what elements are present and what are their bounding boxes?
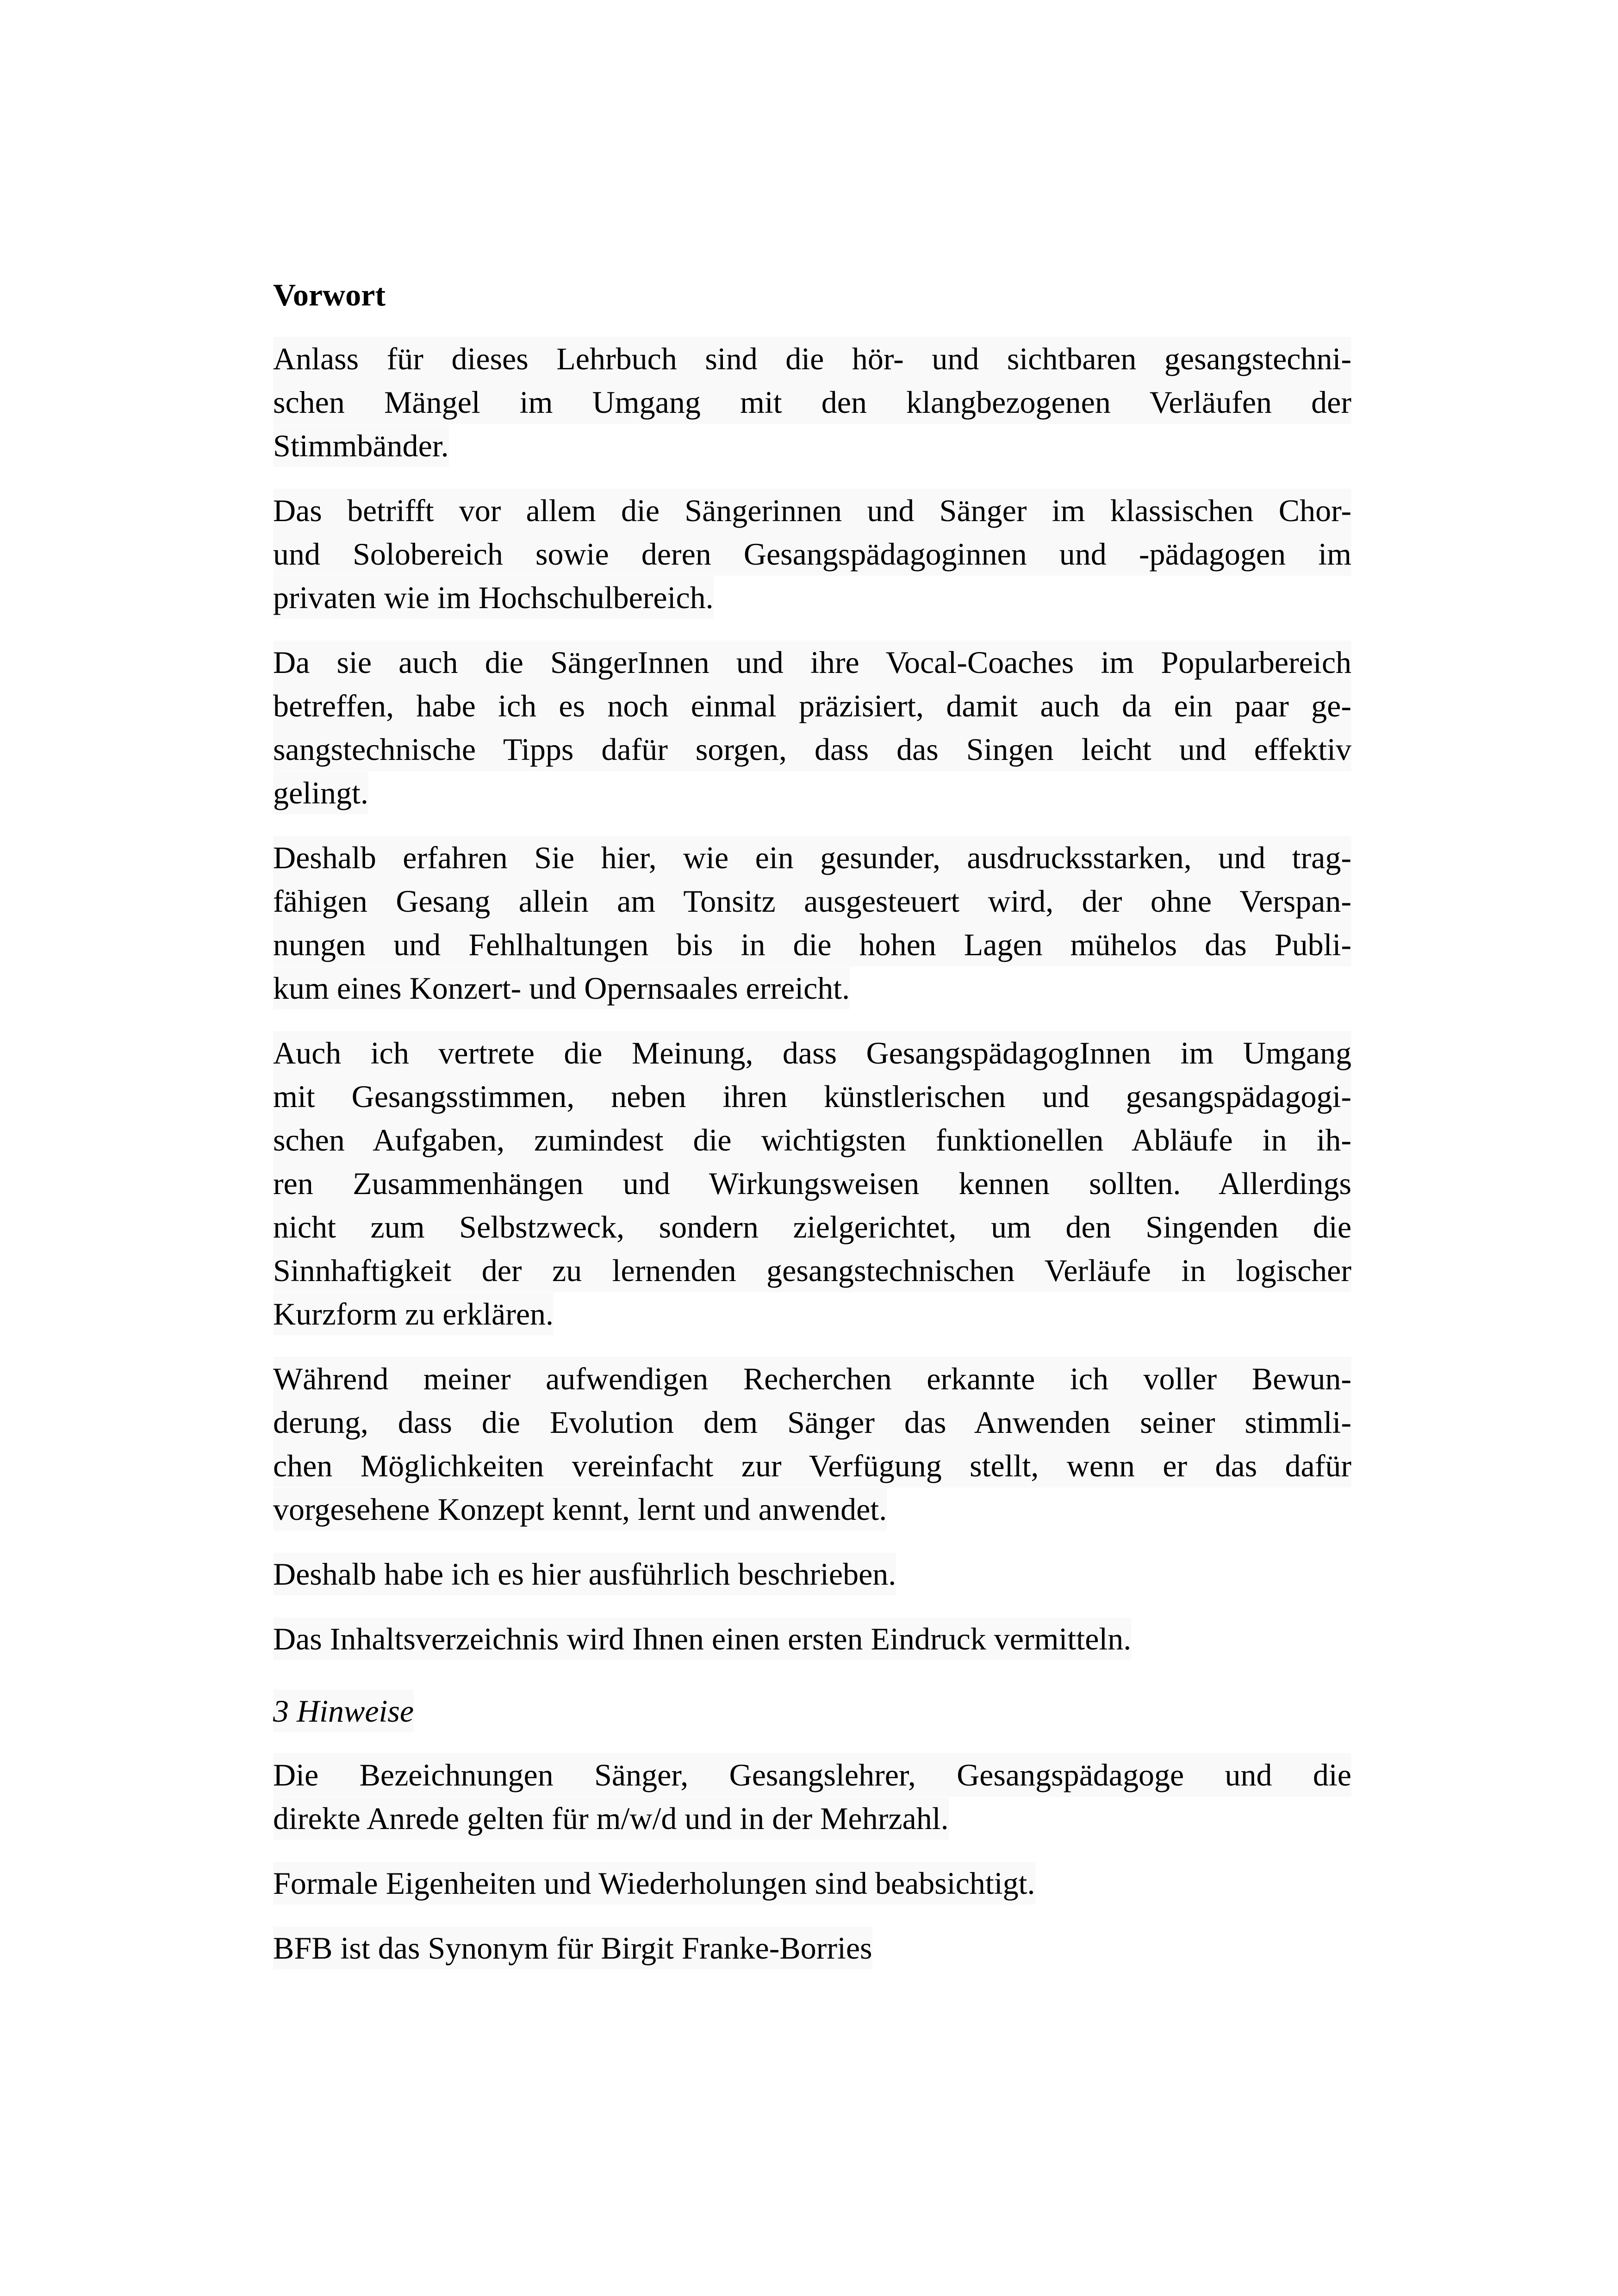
text-line: [273, 771, 1351, 815]
text-line-content: direkte Anrede gelten für m/w/d und in der Mehrzahl.: [273, 1797, 949, 1840]
text-line: [273, 728, 1351, 771]
text-line: [273, 1075, 1351, 1118]
text-line-content: derung, dass die Evolution dem Sänger das Anwenden seiner stimmli-: [273, 1401, 1351, 1444]
text-line-content: sangstechnische Tipps dafür sorgen, dass das Singen leicht und effektiv: [273, 728, 1351, 771]
text-line-content: mit Gesangsstimmen, neben ihren künstlerischen und gesangspädagogi-: [273, 1075, 1351, 1118]
page-content: [273, 273, 1351, 1991]
text-line: [273, 641, 1351, 684]
text-line-content: gelingt.: [273, 772, 368, 814]
text-line: [273, 1926, 1351, 1970]
text-line-content: Während meiner aufwendigen Recherchen erkannte ich voller Bewun-: [273, 1357, 1351, 1400]
text-line: [273, 966, 1351, 1010]
subheading-hinweise: [273, 1689, 1351, 1733]
text-line: [273, 1753, 1351, 1797]
text-line: [273, 576, 1351, 619]
text-line-content: Sinnhaftigkeit der zu lernenden gesangstechnischen Verläufe in logischer: [273, 1249, 1351, 1292]
text-line-content: chen Möglichkeiten vereinfacht zur Verfügung stellt, wenn er das dafür: [273, 1444, 1351, 1487]
text-line: [273, 1400, 1351, 1444]
text-line-content: nungen und Fehlhaltungen bis in die hohen Lagen mühelos das Publi-: [273, 923, 1351, 966]
text-line: [273, 836, 1351, 879]
text-line-content: vorgesehene Konzept kennt, lernt und anwendet.: [273, 1488, 887, 1531]
note-paragraph: [273, 1861, 1351, 1905]
body-paragraphs: [273, 337, 1351, 1661]
text-line: [273, 1162, 1351, 1205]
text-line: [273, 1617, 1351, 1661]
text-line-content: Deshalb habe ich es hier ausführlich beschrieben.: [273, 1553, 896, 1595]
text-line: [273, 380, 1351, 424]
body-paragraph: [273, 836, 1351, 1010]
text-line-content: Kurzform zu erklären.: [273, 1293, 554, 1335]
text-line: [273, 684, 1351, 728]
body-paragraph: [273, 1031, 1351, 1336]
text-line-content: schen Aufgaben, zumindest die wichtigsten funktionellen Abläufe in ih-: [273, 1119, 1351, 1161]
text-line-content: schen Mängel im Umgang mit den klangbezogenen Verläufen der: [273, 381, 1351, 423]
text-line: [273, 1031, 1351, 1075]
text-line: [273, 1861, 1351, 1905]
text-line-content: Auch ich vertrete die Meinung, dass GesangspädagogInnen im Umgang: [273, 1032, 1351, 1074]
text-line-content: Da sie auch die SängerInnen und ihre Vocal-Coaches im Popularbereich: [273, 641, 1351, 684]
text-line-content: Deshalb erfahren Sie hier, wie ein gesunder, ausdrucksstarken, und trag-: [273, 836, 1351, 879]
text-line-content: nicht zum Selbstzweck, sondern zielgerichtet, um den Singenden die: [273, 1206, 1351, 1248]
text-line: [273, 1205, 1351, 1249]
text-line-content: Die Bezeichnungen Sänger, Gesangslehrer, Gesangspädagoge und die: [273, 1754, 1351, 1796]
body-paragraph: [273, 1552, 1351, 1596]
text-line: [273, 1797, 1351, 1840]
text-line: [273, 1444, 1351, 1487]
text-line-content: ren Zusammenhängen und Wirkungsweisen kennen sollten. Allerdings: [273, 1162, 1351, 1205]
text-line: [273, 1552, 1351, 1596]
text-line: [273, 1292, 1351, 1336]
text-line: [273, 879, 1351, 923]
body-paragraph: [273, 1357, 1351, 1531]
text-line: [273, 923, 1351, 966]
text-line-content: privaten wie im Hochschulbereich.: [273, 576, 714, 619]
section-heading-vorwort: Vorwort: [273, 277, 386, 312]
text-line-content: Formale Eigenheiten und Wiederholungen sind beabsichtigt.: [273, 1862, 1035, 1904]
text-line: [273, 1118, 1351, 1162]
note-paragraph: [273, 1926, 1351, 1970]
body-paragraph: [273, 337, 1351, 467]
text-line-content: Das Inhaltsverzeichnis wird Ihnen einen ersten Eindruck vermitteln.: [273, 1618, 1131, 1660]
text-line-content: Anlass für dieses Lehrbuch sind die hör- und sichtbaren gesangstechni-: [273, 337, 1351, 380]
text-line: [273, 337, 1351, 380]
text-line-content: kum eines Konzert- und Opernsaales erreicht.: [273, 967, 850, 1009]
text-line: [273, 1487, 1351, 1531]
text-line: [273, 424, 1351, 467]
body-paragraph: [273, 641, 1351, 815]
text-line: [273, 532, 1351, 576]
note-paragraph: [273, 1753, 1351, 1840]
text-line: [273, 1357, 1351, 1400]
text-line-content: fähigen Gesang allein am Tonsitz ausgesteuert wird, der ohne Verspan-: [273, 880, 1351, 922]
text-line-content: Das betrifft vor allem die Sängerinnen und Sänger im klassischen Chor-: [273, 489, 1351, 532]
text-line: [273, 1249, 1351, 1292]
text-line-content: Stimmbänder.: [273, 424, 449, 467]
body-paragraph: [273, 489, 1351, 619]
subheading-text: 3 Hinweise: [273, 1690, 414, 1732]
text-line-content: BFB ist das Synonym für Birgit Franke-Borries: [273, 1927, 872, 1969]
body-paragraph: [273, 1617, 1351, 1661]
text-line-content: betreffen, habe ich es noch einmal präzisiert, damit auch da ein paar ge-: [273, 684, 1351, 727]
text-line: [273, 489, 1351, 532]
text-line-content: und Solobereich sowie deren Gesangspädagoginnen und -pädagogen im: [273, 533, 1351, 575]
notes-paragraphs: [273, 1753, 1351, 1970]
